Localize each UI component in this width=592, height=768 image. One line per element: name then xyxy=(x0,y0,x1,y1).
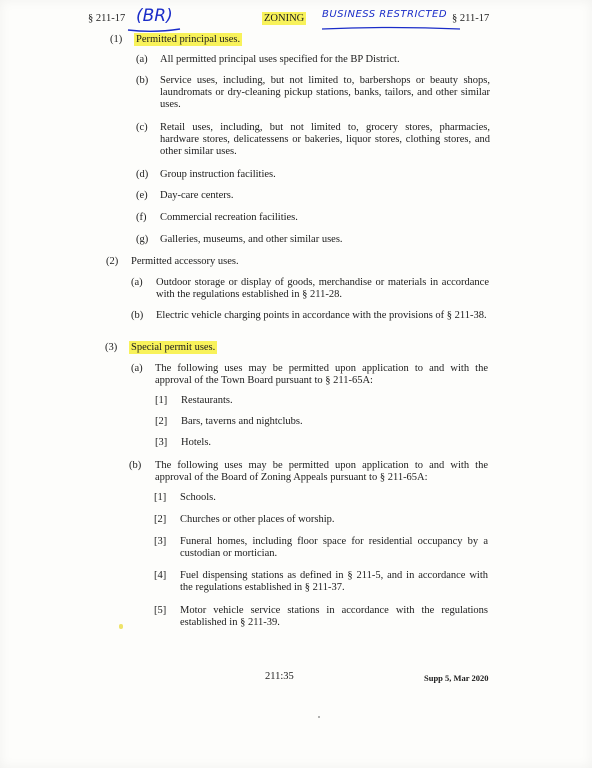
item-text: All permitted principal uses specified for the BP District. xyxy=(160,54,400,65)
item-label: (a) xyxy=(131,363,143,374)
section-3-number: (3) xyxy=(105,342,118,353)
subitem-text: Churches or other places of worship. xyxy=(180,514,335,525)
section-3-title: Special permit uses. xyxy=(131,342,216,353)
item-label: (g) xyxy=(136,234,149,245)
item-text: The following uses may be permitted upon application to and with the approval of the Board of Zoning Appeals pursuant to § 211-65A: xyxy=(155,460,488,483)
item-label: (e) xyxy=(136,190,148,201)
subitem-label: [4] xyxy=(154,570,167,581)
highlighter-speck xyxy=(119,624,123,629)
header-title: ZONING xyxy=(264,13,305,24)
item-text: Group instruction facilities. xyxy=(160,169,276,180)
subitem-text: Hotels. xyxy=(181,437,212,448)
header-section-left: § 211-17 xyxy=(88,13,126,24)
item-label: (d) xyxy=(136,169,149,180)
item-text: Electric vehicle charging points in accordance with the provisions of § 211-38. xyxy=(156,310,487,321)
item-label: (a) xyxy=(136,54,148,65)
item-label: (a) xyxy=(131,277,143,288)
item-text: Day-care centers. xyxy=(160,190,234,201)
section-1-title: Permitted principal uses. xyxy=(136,34,241,45)
header-section-right: § 211-17 xyxy=(452,13,490,24)
section-1-number: (1) xyxy=(110,34,123,45)
subitem-text: Restaurants. xyxy=(181,395,233,406)
subitem-text: Fuel dispensing stations as defined in § 211-5, and in accordance with the regulations established in § 211-37. xyxy=(180,570,488,593)
subitem-text: Schools. xyxy=(180,492,216,503)
item-label: (b) xyxy=(129,460,142,471)
item-label: (c) xyxy=(136,122,148,133)
subitem-label: [3] xyxy=(155,437,168,448)
section-2-number: (2) xyxy=(106,256,119,267)
item-text: The following uses may be permitted upon application to and with the approval of the Town Board pursuant to § 211-65A: xyxy=(155,363,488,386)
subitem-text: Bars, taverns and nightclubs. xyxy=(181,416,303,427)
item-text: Commercial recreation facilities. xyxy=(160,212,298,223)
subitem-label: [1] xyxy=(155,395,168,406)
item-text: Service uses, including, but not limited to, barbershops or beauty shops, laundromats or dry-cleaning pickup stations, banks, tailors, and other similar uses. xyxy=(160,75,490,110)
item-label: (b) xyxy=(131,310,144,321)
item-text: Galleries, museums, and other similar uses. xyxy=(160,234,343,245)
item-label: (b) xyxy=(136,75,149,86)
subitem-label: [3] xyxy=(154,536,167,547)
section-2-title: Permitted accessory uses. xyxy=(131,256,239,267)
handwritten-district-name: BUSINESS RESTRICTED xyxy=(322,9,448,20)
supplement-date: Supp 5, Mar 2020 xyxy=(424,673,489,683)
subitem-text: Motor vehicle service stations in accordance with the regulations established in § 211-39. xyxy=(180,605,488,628)
subitem-label: [1] xyxy=(154,492,167,503)
item-text: Retail uses, including, but not limited to, grocery stores, pharmacies, hardware stores, delicatessens or bakeries, liquor stores, clothing stores, and other similar uses. xyxy=(160,122,490,157)
item-text: Outdoor storage or display of goods, merchandise or materials in accordance with the regulations established in § 211-28. xyxy=(156,277,489,300)
subitem-label: [2] xyxy=(155,416,168,427)
subitem-text: Funeral homes, including floor space for residential occupancy by a custodian or mortician. xyxy=(180,536,488,559)
subitem-label: [5] xyxy=(154,605,167,616)
page-number: 211:35 xyxy=(265,671,294,682)
item-label: (f) xyxy=(136,212,147,223)
scan-speck xyxy=(318,716,320,718)
handwritten-underline-2 xyxy=(320,24,462,32)
handwritten-district-code: (BR) xyxy=(136,6,173,26)
subitem-label: [2] xyxy=(154,514,167,525)
